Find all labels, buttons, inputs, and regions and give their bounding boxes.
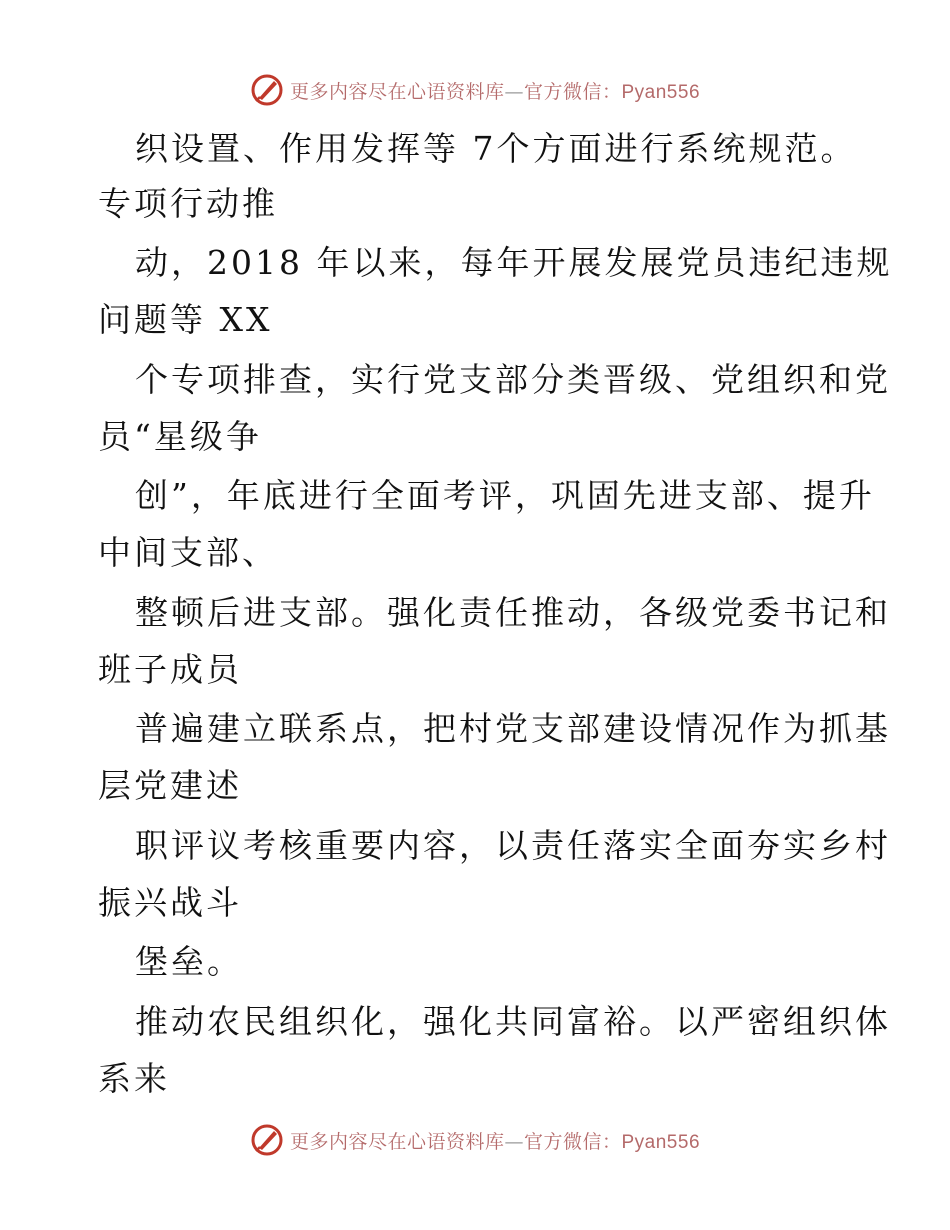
text-line: 系来 <box>98 1059 170 1098</box>
footer-separator: — <box>504 1130 524 1153</box>
footer-banner <box>0 1120 950 1160</box>
header-separator: — <box>504 80 524 103</box>
text-line: 振兴战斗 <box>98 883 242 922</box>
footer-brand: 更多内容尽在心语资料库 <box>289 1130 505 1153</box>
quill-logo-icon <box>250 1123 284 1157</box>
text-line: 员“星级争 <box>98 417 262 456</box>
text-line: 班子成员 <box>98 650 242 689</box>
text-line: 层党建述 <box>98 766 242 805</box>
text-line: 整顿后进支部。强化责任推动，各级党委书记和 <box>135 593 891 632</box>
text-line: 创”，年底进行全面考评，巩固先进支部、提升 <box>135 476 875 515</box>
header-brand: 更多内容尽在心语资料库 <box>289 80 505 103</box>
text-line: 织设置、作用发挥等 7个方面进行系统规范。 <box>135 129 857 168</box>
text-line: 职评议考核重要内容，以责任落实全面夯实乡村 <box>135 826 891 865</box>
text-line: 专项行动推 <box>98 184 278 223</box>
footer-contact: 官方微信：Pyan556 <box>524 1131 701 1153</box>
text-line: 动，2018 年以来，每年开展发展党员违纪违规 <box>135 243 893 282</box>
header-contact: 官方微信：Pyan556 <box>524 81 701 103</box>
text-line: 推动农民组织化，强化共同富裕。以严密组织体 <box>135 1002 891 1041</box>
text-line: 个专项排查，实行党支部分类晋级、党组织和党 <box>135 360 891 399</box>
text-line: 中间支部、 <box>98 533 278 572</box>
footer-banner-text <box>290 1127 700 1154</box>
text-line: 堡垒。 <box>135 942 243 981</box>
text-line: 普遍建立联系点，把村党支部建设情况作为抓基 <box>135 709 891 748</box>
text-line: 问题等 XX <box>98 300 273 339</box>
